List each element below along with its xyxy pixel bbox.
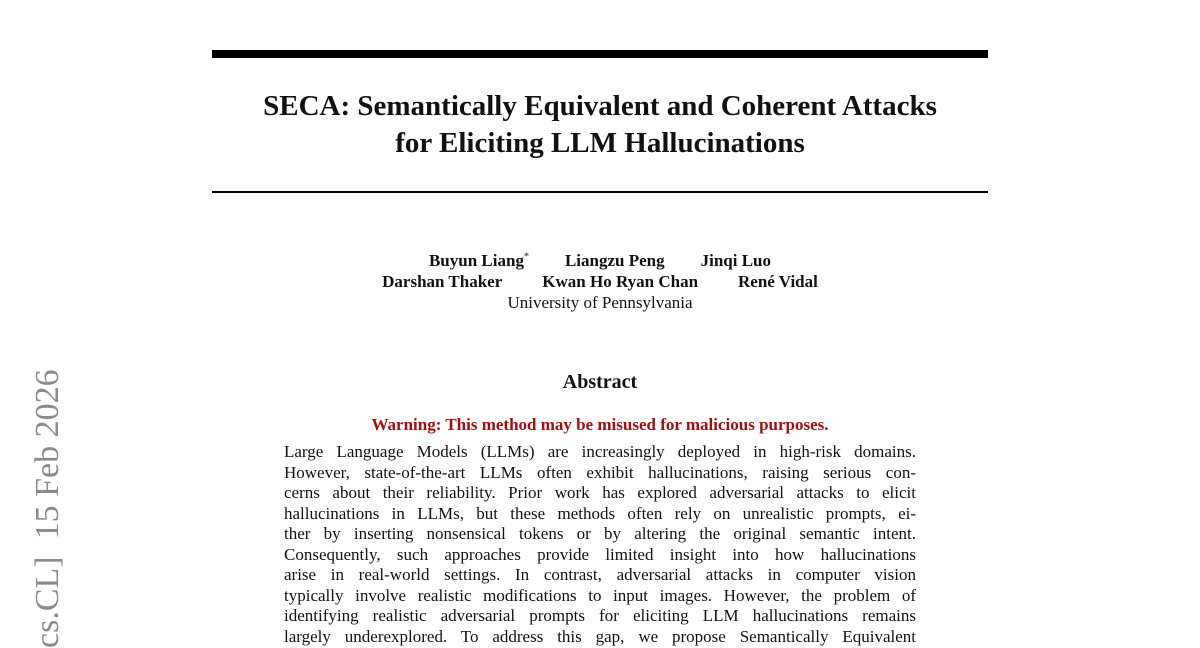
abstract-line: arise in real-world settings. In contrast, adversarial attacks in computer vision (284, 565, 916, 584)
abstract-line: identifying realistic adversarial prompts for eliciting LLM hallucinations remains (284, 606, 916, 625)
abstract-heading: Abstract (562, 371, 638, 393)
arxiv-side-stamp: cs.CL] 15 Feb 2026 (29, 369, 66, 648)
author-name: Darshan Thaker (382, 272, 503, 291)
author-block (212, 250, 988, 313)
author-row-1 (212, 250, 988, 271)
author-name: Kwan Ho Ryan Chan (542, 272, 699, 291)
author-row-2 (212, 271, 988, 292)
title-line-2: for Eliciting LLM Hallucinations (395, 127, 805, 159)
title-line-1: SECA: Semantically Equivalent and Coherent Attacks (263, 90, 937, 122)
abstract-line: Large Language Models (LLMs) are increasingly deployed in high-risk domains. (284, 442, 916, 461)
abstract-line: hallucinations in LLMs, but these methods often rely on unrealistic prompts, ei- (284, 503, 916, 523)
corresponding-author-mark: * (523, 251, 529, 263)
title-top-rule (212, 50, 988, 58)
abstract-text (284, 442, 916, 647)
title-bottom-rule (212, 191, 988, 193)
abstract-line: Consequently, such approaches provide limited insight into how hallucinations (284, 544, 916, 564)
author-name: René Vidal (738, 272, 818, 291)
abstract-line: largely underexplored. To address this gap, we propose Semantically Equivalent (284, 626, 916, 646)
abstract-line: typically involve realistic modifications to input images. However, the problem of (284, 585, 916, 605)
author-name: Jinqi Luo (700, 251, 772, 270)
author-name: Buyun Liang (428, 251, 524, 270)
affiliation: University of Pennsylvania (507, 293, 693, 312)
author-name: Liangzu Peng (564, 251, 665, 270)
paper-title (212, 88, 988, 162)
abstract-line: However, state-of-the-art LLMs often exhibit hallucinations, raising serious con- (284, 462, 916, 482)
misuse-warning: Warning: This method may be misused for malicious purposes. (371, 415, 829, 434)
abstract-line: ther by inserting nonsensical tokens or by altering the original semantic intent. (284, 524, 916, 543)
abstract-line: cerns about their reliability. Prior work has explored adversarial attacks to elicit (284, 483, 916, 502)
